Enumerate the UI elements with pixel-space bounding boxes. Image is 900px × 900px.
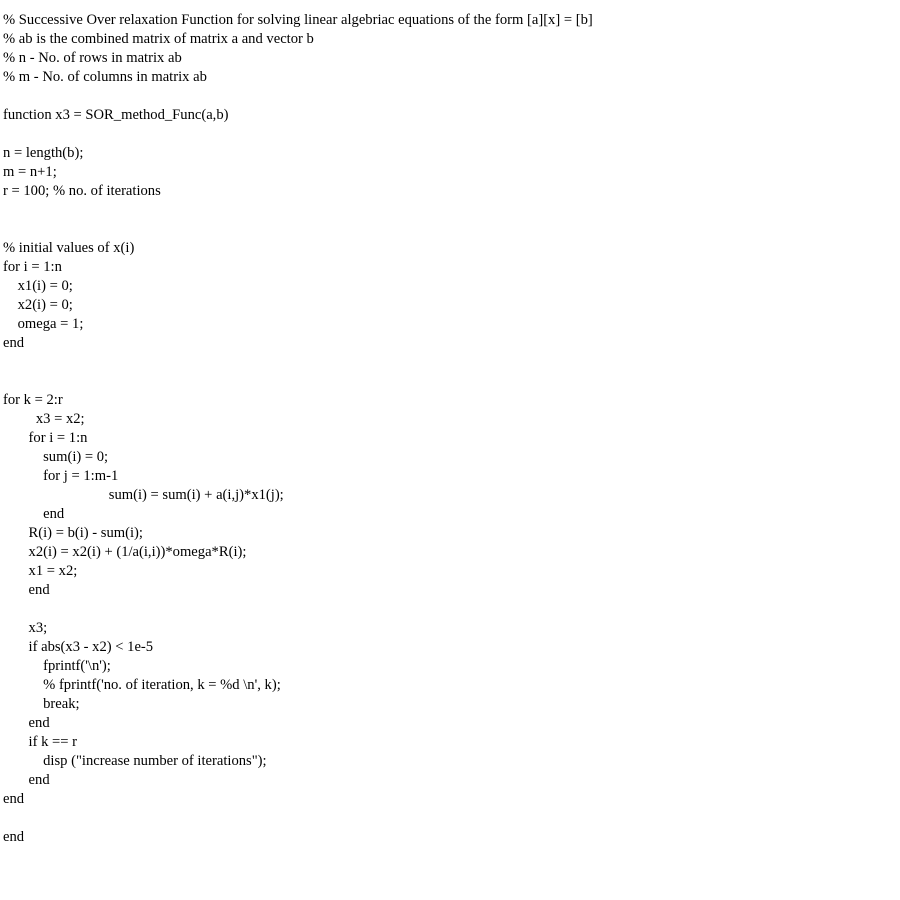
code-line: n = length(b); xyxy=(3,145,84,161)
code-line: if k == r xyxy=(3,734,78,750)
code-line: end xyxy=(3,772,50,788)
code-line: if abs(x3 - x2) < 1e-5 xyxy=(3,639,154,655)
code-line: % initial values of x(i) xyxy=(3,240,135,256)
code-line: x3 = x2; xyxy=(3,411,85,427)
code-line: for i = 1:n xyxy=(3,259,62,275)
code-line xyxy=(3,125,593,144)
code-listing xyxy=(3,11,593,847)
code-line: for k = 2:r xyxy=(3,392,63,408)
code-line: r = 100; % no. of iterations xyxy=(3,183,161,199)
code-line xyxy=(3,809,593,828)
code-line: % m - No. of columns in matrix ab xyxy=(3,69,207,85)
code-line: % ab is the combined matrix of matrix a and vector b xyxy=(3,31,314,47)
code-line: end xyxy=(3,829,25,845)
code-line xyxy=(3,220,593,239)
code-line: fprintf('\n'); xyxy=(3,658,111,674)
code-line xyxy=(3,600,593,619)
code-line: x2(i) = x2(i) + (1/a(i,i))*omega*R(i); xyxy=(3,544,247,560)
code-line xyxy=(3,353,593,372)
code-line: end xyxy=(3,791,25,807)
code-line: x3; xyxy=(3,620,48,636)
code-line: end xyxy=(3,582,50,598)
code-line xyxy=(3,201,593,220)
code-line: x1(i) = 0; xyxy=(3,278,73,294)
code-line: % fprintf('no. of iteration, k = %d \n', k); xyxy=(3,677,281,693)
code-line xyxy=(3,87,593,106)
code-line: function x3 = SOR_method_Func(a,b) xyxy=(3,107,229,123)
code-line: % n - No. of rows in matrix ab xyxy=(3,50,182,66)
code-line xyxy=(3,372,593,391)
code-line: R(i) = b(i) - sum(i); xyxy=(3,525,143,541)
code-line: sum(i) = 0; xyxy=(3,449,109,465)
code-line: disp ("increase number of iterations"); xyxy=(3,753,267,769)
code-line: end xyxy=(3,335,25,351)
code-line: break; xyxy=(3,696,80,712)
code-line: x2(i) = 0; xyxy=(3,297,73,313)
code-line: x1 = x2; xyxy=(3,563,78,579)
code-line: % Successive Over relaxation Function for solving linear algebriac equations of the form [a][x] = [b] xyxy=(3,12,593,28)
code-line: end xyxy=(3,506,65,522)
code-line: m = n+1; xyxy=(3,164,57,180)
code-line: for i = 1:n xyxy=(3,430,88,446)
code-line: omega = 1; xyxy=(3,316,84,332)
code-line: for j = 1:m-1 xyxy=(3,468,119,484)
code-line: sum(i) = sum(i) + a(i,j)*x1(j); xyxy=(3,487,284,503)
code-line: end xyxy=(3,715,50,731)
